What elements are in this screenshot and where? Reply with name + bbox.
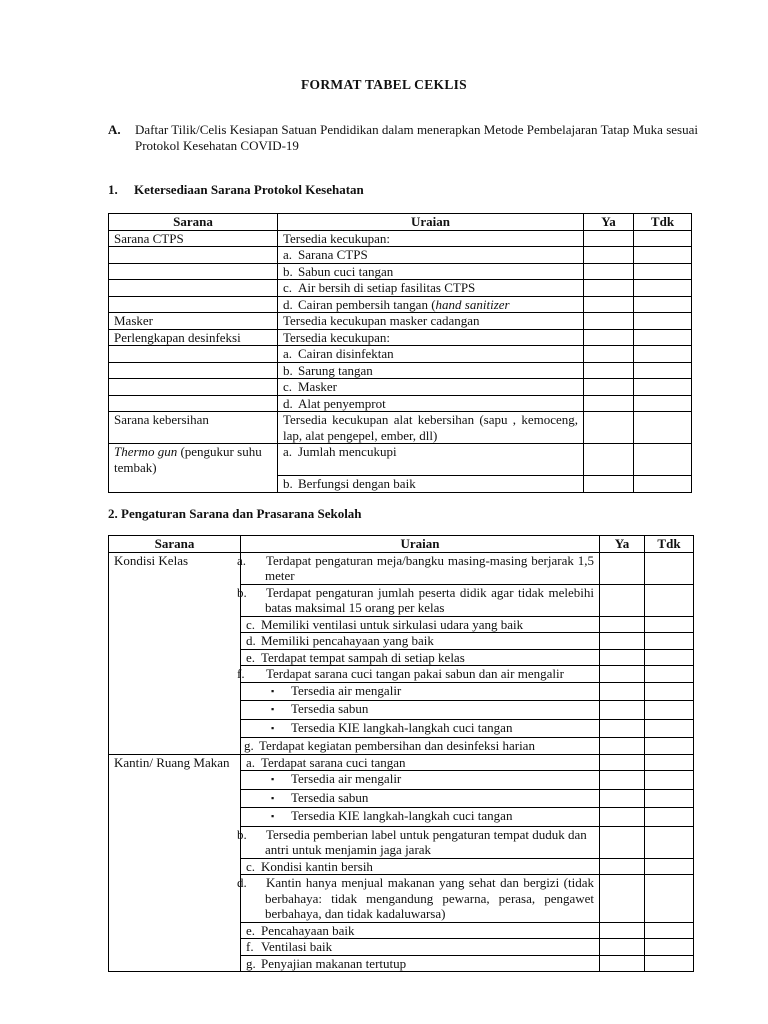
bullet-icon: ▪	[271, 811, 275, 821]
table-row	[109, 263, 692, 280]
ya-checkbox-cell[interactable]	[600, 633, 645, 650]
uraian-cell: ▪ Tersedia air mengalir	[241, 682, 600, 701]
sarana-cell	[109, 280, 278, 297]
ya-checkbox-cell[interactable]	[584, 329, 634, 346]
tdk-checkbox-cell[interactable]	[634, 230, 692, 247]
uraian-cell: ▪ Tersedia KIE langkah-langkah cuci tangan	[241, 808, 600, 827]
uraian-cell: ▪ Tersedia sabun	[241, 701, 600, 720]
uraian-cell: Tersedia kecukupan alat kebersihan (sapu , kemoceng, lap, alat pengepel, ember, dll)	[278, 412, 584, 444]
sarana-cell	[109, 247, 278, 264]
ya-checkbox-cell[interactable]	[600, 666, 645, 683]
uraian-cell: f. Terdapat sarana cuci tangan pakai sabun dan air mengalir	[241, 666, 600, 683]
sarana-cell: Sarana CTPS	[109, 230, 278, 247]
uraian-cell: c. Kondisi kantin bersih	[241, 858, 600, 875]
tdk-checkbox-cell[interactable]	[645, 875, 694, 923]
sarana-cell	[109, 395, 278, 412]
table-header-row	[109, 214, 692, 231]
uraian-cell: b. Tersedia pemberian label untuk pengaturan tempat duduk dan antri untuk menjamin jaga jarak	[241, 826, 600, 858]
table-header-row	[109, 536, 694, 553]
uraian-cell: e. Terdapat tempat sampah di setiap kelas	[241, 649, 600, 666]
col-header-sarana: Sarana	[109, 536, 241, 553]
table-row	[109, 362, 692, 379]
tdk-checkbox-cell[interactable]	[645, 633, 694, 650]
tdk-checkbox-cell[interactable]	[634, 412, 692, 444]
tdk-checkbox-cell[interactable]	[634, 329, 692, 346]
tdk-checkbox-cell[interactable]	[634, 395, 692, 412]
tdk-checkbox-cell[interactable]	[645, 649, 694, 666]
uraian-cell: d. Kantin hanya menjual makanan yang sehat dan bergizi (tidak berbahaya: tidak mengandung pewarna, perasa, pengawet berbahaya, dan tidak kadaluwarsa)	[241, 875, 600, 923]
tdk-checkbox-cell[interactable]	[645, 771, 694, 790]
ya-checkbox-cell[interactable]	[584, 263, 634, 280]
sarana-cell: Thermo gun (pengukur suhu tembak)	[109, 444, 278, 493]
tdk-checkbox-cell[interactable]	[645, 922, 694, 939]
table-row	[109, 395, 692, 412]
uraian-cell: ▪ Tersedia KIE langkah-langkah cuci tangan	[241, 719, 600, 738]
ya-checkbox-cell[interactable]	[600, 955, 645, 972]
section2-heading: 2. Pengaturan Sarana dan Prasarana Sekolah	[108, 506, 362, 521]
table-row	[109, 296, 692, 313]
tdk-checkbox-cell[interactable]	[634, 263, 692, 280]
ya-checkbox-cell[interactable]	[600, 875, 645, 923]
ya-checkbox-cell[interactable]	[600, 939, 645, 956]
uraian-cell: a. Sarana CTPS	[278, 247, 584, 264]
col-header-uraian: Uraian	[278, 214, 584, 231]
uraian-cell: d. Alat penyemprot	[278, 395, 584, 412]
ya-checkbox-cell[interactable]	[600, 584, 645, 616]
uraian-cell: g. Terdapat kegiatan pembersihan dan desinfeksi harian	[241, 738, 600, 755]
section-a	[108, 122, 698, 154]
tdk-checkbox-cell[interactable]	[645, 584, 694, 616]
sarana-cell: Masker	[109, 313, 278, 330]
uraian-cell: ▪ Tersedia air mengalir	[241, 771, 600, 790]
ya-checkbox-cell[interactable]	[584, 395, 634, 412]
table-row	[109, 412, 692, 444]
table-row	[109, 280, 692, 297]
tdk-checkbox-cell[interactable]	[645, 738, 694, 755]
table-row	[109, 379, 692, 396]
col-header-ya: Ya	[584, 214, 634, 231]
table-row	[109, 247, 692, 264]
uraian-cell: d. Cairan pembersih tangan (hand sanitizer	[278, 296, 584, 313]
tdk-checkbox-cell[interactable]	[645, 955, 694, 972]
ya-checkbox-cell[interactable]	[584, 476, 634, 493]
ya-checkbox-cell[interactable]	[584, 444, 634, 476]
uraian-cell: Tersedia kecukupan:	[278, 329, 584, 346]
ya-checkbox-cell[interactable]	[584, 313, 634, 330]
ya-checkbox-cell[interactable]	[584, 346, 634, 363]
section-a-text: Daftar Tilik/Celis Kesiapan Satuan Pendidikan dalam menerapkan Metode Pembelajaran Tatap Muka sesuai Protokol Kesehatan COVID-19	[135, 122, 698, 153]
sarana-cell	[109, 296, 278, 313]
sarana-cell	[109, 346, 278, 363]
tdk-checkbox-cell[interactable]	[645, 939, 694, 956]
uraian-cell: b. Sabun cuci tangan	[278, 263, 584, 280]
tdk-checkbox-cell[interactable]	[645, 682, 694, 701]
page-title: FORMAT TABEL CEKLIS	[301, 77, 467, 92]
ya-checkbox-cell[interactable]	[584, 280, 634, 297]
uraian-cell: a. Terdapat sarana cuci tangan	[241, 754, 600, 771]
ya-checkbox-cell[interactable]	[600, 754, 645, 771]
ya-checkbox-cell[interactable]	[584, 362, 634, 379]
table-sarana-prasarana	[108, 535, 694, 972]
tdk-checkbox-cell[interactable]	[645, 719, 694, 738]
section-a-marker: A.	[108, 122, 121, 137]
tdk-checkbox-cell[interactable]	[645, 826, 694, 858]
tdk-checkbox-cell[interactable]	[645, 616, 694, 633]
group-kondisi-kelas: Kondisi Kelas	[109, 552, 241, 754]
tdk-checkbox-cell[interactable]	[645, 808, 694, 827]
tdk-checkbox-cell[interactable]	[634, 346, 692, 363]
bullet-icon: ▪	[271, 722, 275, 733]
tdk-checkbox-cell[interactable]	[634, 362, 692, 379]
bullet-icon: ▪	[271, 792, 275, 803]
uraian-cell: b. Berfungsi dengan baik	[278, 476, 584, 493]
ya-checkbox-cell[interactable]	[600, 616, 645, 633]
uraian-cell: Tersedia kecukupan:	[278, 230, 584, 247]
uraian-cell: ▪ Tersedia sabun	[241, 789, 600, 808]
col-header-sarana: Sarana	[109, 214, 278, 231]
tdk-checkbox-cell[interactable]	[634, 444, 692, 476]
tdk-checkbox-cell[interactable]	[645, 666, 694, 683]
ya-checkbox-cell[interactable]	[584, 230, 634, 247]
uraian-cell: c. Air bersih di setiap fasilitas CTPS	[278, 280, 584, 297]
sarana-cell	[109, 379, 278, 396]
ya-checkbox-cell[interactable]	[584, 296, 634, 313]
table-sarana-protokol	[108, 213, 692, 493]
bullet-icon: ▪	[271, 704, 275, 714]
ya-checkbox-cell[interactable]	[600, 682, 645, 701]
uraian-cell: b. Terdapat pengaturan jumlah peserta didik agar tidak melebihi batas maksimal 15 orang per kelas	[241, 584, 600, 616]
uraian-cell: c. Masker	[278, 379, 584, 396]
col-header-tdk: Tdk	[634, 214, 692, 231]
table-row	[109, 444, 692, 476]
section1-heading-text: Ketersediaan Sarana Protokol Kesehatan	[134, 182, 364, 197]
bullet-icon: ▪	[271, 685, 275, 696]
bullet-icon: ▪	[271, 774, 275, 784]
uraian-cell: e. Pencahayaan baik	[241, 922, 600, 939]
table-row	[109, 329, 692, 346]
ya-checkbox-cell[interactable]	[600, 701, 645, 720]
tdk-checkbox-cell[interactable]	[634, 296, 692, 313]
tdk-checkbox-cell[interactable]	[645, 552, 694, 584]
uraian-cell: a. Terdapat pengaturan meja/bangku masing-masing berjarak 1,5 meter	[241, 552, 600, 584]
section1-number: 1.	[108, 182, 118, 197]
ya-checkbox-cell[interactable]	[600, 789, 645, 808]
col-header-uraian: Uraian	[241, 536, 600, 553]
ya-checkbox-cell[interactable]	[600, 922, 645, 939]
ya-checkbox-cell[interactable]	[584, 247, 634, 264]
tdk-checkbox-cell[interactable]	[634, 379, 692, 396]
ya-checkbox-cell[interactable]	[600, 719, 645, 738]
tdk-checkbox-cell[interactable]	[645, 701, 694, 720]
ya-checkbox-cell[interactable]	[600, 808, 645, 827]
uraian-cell: a. Cairan disinfektan	[278, 346, 584, 363]
table-row	[109, 313, 692, 330]
sarana-cell: Perlengkapan desinfeksi	[109, 329, 278, 346]
ya-checkbox-cell[interactable]	[584, 379, 634, 396]
ya-checkbox-cell[interactable]	[584, 412, 634, 444]
ya-checkbox-cell[interactable]	[600, 858, 645, 875]
ya-checkbox-cell[interactable]	[600, 738, 645, 755]
sarana-cell: Sarana kebersihan	[109, 412, 278, 444]
tdk-checkbox-cell[interactable]	[645, 858, 694, 875]
group-kantin-ruang-makan: Kantin/ Ruang Makan	[109, 754, 241, 972]
col-header-tdk: Tdk	[645, 536, 694, 553]
ya-checkbox-cell[interactable]	[600, 826, 645, 858]
sarana-cell	[109, 263, 278, 280]
uraian-cell: d. Memiliki pencahayaan yang baik	[241, 633, 600, 650]
tdk-checkbox-cell[interactable]	[645, 789, 694, 808]
table-row	[109, 552, 694, 584]
tdk-checkbox-cell[interactable]	[645, 754, 694, 771]
uraian-cell: a. Jumlah mencukupi	[278, 444, 584, 476]
sarana-cell	[109, 362, 278, 379]
uraian-cell: g. Penyajian makanan tertutup	[241, 955, 600, 972]
tdk-checkbox-cell[interactable]	[634, 476, 692, 493]
table-row	[109, 230, 692, 247]
tdk-checkbox-cell[interactable]	[634, 313, 692, 330]
table-row	[109, 754, 694, 771]
uraian-cell: f. Ventilasi baik	[241, 939, 600, 956]
ya-checkbox-cell[interactable]	[600, 771, 645, 790]
uraian-cell: Tersedia kecukupan masker cadangan	[278, 313, 584, 330]
tdk-checkbox-cell[interactable]	[634, 247, 692, 264]
table-row	[109, 346, 692, 363]
col-header-ya: Ya	[600, 536, 645, 553]
uraian-cell: b. Sarung tangan	[278, 362, 584, 379]
ya-checkbox-cell[interactable]	[600, 649, 645, 666]
section1-heading	[108, 182, 364, 198]
tdk-checkbox-cell[interactable]	[634, 280, 692, 297]
uraian-cell: c. Memiliki ventilasi untuk sirkulasi udara yang baik	[241, 616, 600, 633]
ya-checkbox-cell[interactable]	[600, 552, 645, 584]
